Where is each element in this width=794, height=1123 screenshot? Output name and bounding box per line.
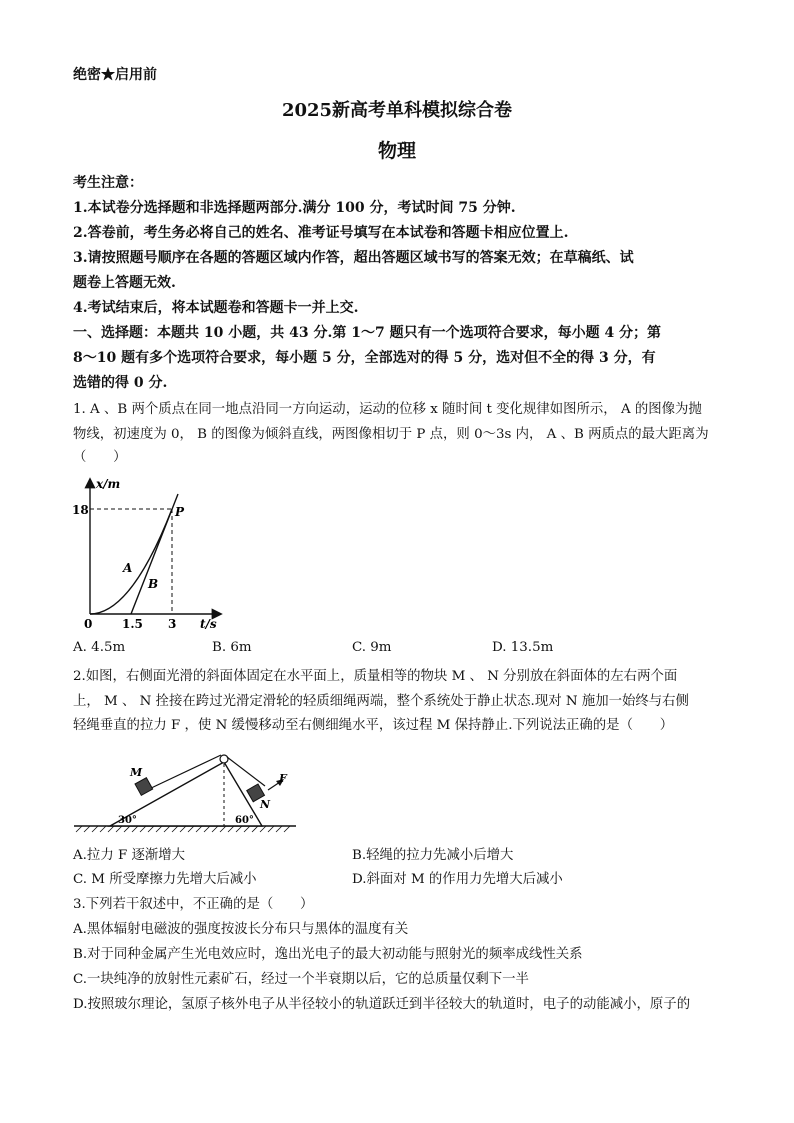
q1-option-a: A. 4.5m [73, 640, 126, 655]
block-n-label: N [260, 798, 271, 811]
angle-30-label: 30° [118, 815, 137, 826]
q3-stem: 3.下列若干叙述中，不正确的是（ ） [73, 897, 314, 912]
q2-stem-line-2: 上， M 、 N 拴接在跨过光滑定滑轮的轻质细绳两端，整个系统处于静止状态.现对 N 施加一始终与右侧 [73, 694, 689, 709]
y-axis-label: x/m [96, 477, 121, 491]
q1-option-d: D. 13.5m [492, 640, 554, 655]
q1-stem-line-1: 1. A 、B 两个质点在同一地点沿同一方向运动，运动的位移 x 随时间 t 变化规律如图所示， A 的图像为抛 [73, 402, 702, 417]
q3-option-c: C.一块纯净的放射性元素矿石，经过一个半衰期以后，它的总质量仅剩下一半 [73, 972, 529, 987]
subject-title: 物理 [377, 140, 416, 162]
note-1: 1.本试卷分选择题和非选择题两部分.满分 100 分，考试时间 75 分钟. [73, 200, 516, 216]
x-axis-label: t/s [200, 617, 217, 631]
q2-option-b: B.轻绳的拉力先减小后增大 [352, 848, 514, 863]
x-tick-0: 0 [84, 617, 93, 631]
pulley [220, 755, 228, 763]
note-4: 4.考试结束后，将本试题卷和答题卡一并上交. [73, 300, 359, 316]
note-3a: 3.请按照题号顺序在各题的答题区域内作答，超出答题区域书写的答案无效；在草稿纸、试 [73, 250, 634, 266]
line-b-label: B [148, 577, 159, 591]
q2-option-a: A.拉力 F 逐渐增大 [73, 848, 186, 863]
exam-title: 2025新高考单科模拟综合卷 [281, 100, 513, 121]
q3-option-a: A.黑体辐射电磁波的强度按波长分布只与黑体的温度有关 [73, 922, 409, 937]
q2-incline-figure [72, 742, 302, 834]
line-b [131, 494, 178, 614]
confidential-mark: 绝密★启用前 [73, 67, 157, 83]
q3-option-d: D.按照玻尔理论，氢原子核外电子从半径较小的轨道跃迁到半径较大的轨道时，电子的动能减小，原子的 [73, 997, 691, 1012]
q2-stem-line-1: 2.如图，右侧面光滑的斜面体固定在水平面上，质量相等的物块 M 、 N 分别放在斜面体的左右两个面 [73, 669, 678, 684]
y-tick-18: 18 [72, 503, 89, 517]
q2-stem-line-3: 轻绳垂直的拉力 F ，使 N 缓慢移动至右侧细绳水平，该过程 M 保持静止.下列说法正确的是（ ） [73, 718, 674, 733]
q1-stem-line-3: （ ） [73, 450, 127, 465]
block-m-label: M [130, 766, 143, 779]
section-1-line-1: 一、选择题：本题共 10 小题，共 43 分.第 1～7 题只有一个选项符合要求，每小题 4 分；第 [73, 325, 662, 341]
section-1-line-2: 8～10 题有多个选项符合要求，每小题 5 分，全部选对的得 5 分，选对但不全的得 3 分，有 [73, 350, 656, 366]
q1-xt-graph [72, 474, 232, 634]
x-tick-1-5: 1.5 [122, 617, 143, 631]
q1-stem-line-2: 物线，初速度为 0， B 的图像为倾斜直线，两图像相切于 P 点，则 0～3s 内， A 、B 两质点的最大距离为 [73, 427, 709, 442]
block-m [135, 778, 153, 796]
note-3b: 题卷上答题无效. [73, 275, 176, 291]
q2-option-c: C. M 所受摩擦力先增大后减小 [73, 872, 257, 887]
q2-option-d: D.斜面对 M 的作用力先增大后减小 [352, 872, 563, 887]
force-label: F [279, 772, 287, 785]
note-2: 2.答卷前，考生务必将自己的姓名、准考证号填写在本试卷和答题卡相应位置上. [73, 225, 569, 241]
curve-a-label: A [123, 561, 133, 575]
ground-hatching [76, 826, 290, 832]
section-1-line-3: 选错的得 0 分. [73, 375, 168, 391]
x-tick-3: 3 [168, 617, 177, 631]
q1-option-c: C. 9m [352, 640, 392, 655]
q3-option-b: B.对于同种金属产生光电效应时，逸出光电子的最大初动能与照射光的频率成线性关系 [73, 947, 583, 962]
angle-60-label: 60° [235, 815, 254, 826]
q1-option-b: B. 6m [212, 640, 252, 655]
point-p-label: P [175, 505, 185, 519]
notes-heading: 考生注意： [73, 175, 143, 191]
